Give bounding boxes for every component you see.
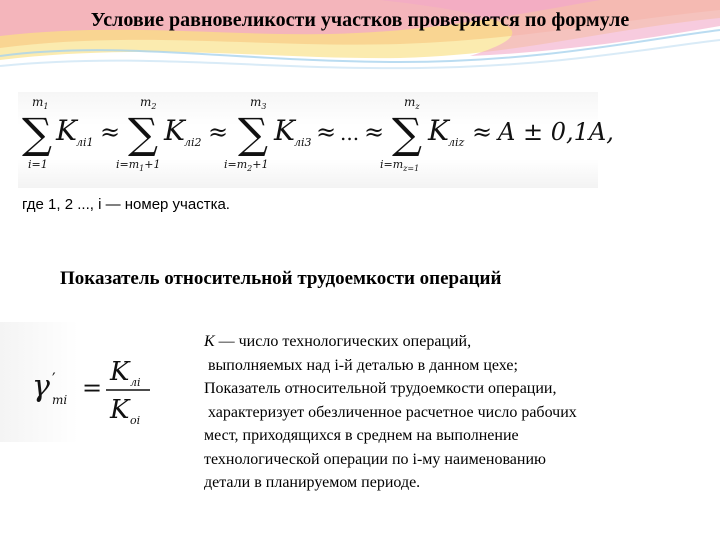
svg-text:лi1: лi1: [76, 136, 94, 149]
desc-line-7: детали в планируемом периоде.: [204, 474, 421, 491]
slide-title: Условие равновеликости участков проверяется по формуле: [90, 9, 630, 31]
svg-text:′: ′: [52, 369, 56, 388]
desc-line-1: К — число технологических операций,: [204, 333, 472, 350]
svg-text:m3: $m_3$: [250, 95, 267, 111]
sigma-3: ∑: [238, 109, 268, 158]
svg-text:K: K: [428, 114, 449, 147]
svg-text:i=m1+1: $i=m_1+1$: [116, 158, 161, 173]
svg-text:лi2: лi2: [184, 136, 202, 149]
equal-sections-formula: [18, 92, 614, 188]
gamma-symbol: γ: [32, 369, 50, 404]
sections-caption: где 1, 2 ..., i — номер участка.: [22, 196, 230, 213]
svg-text:m2: $m_2$: [140, 95, 157, 111]
svg-text:лi: лi: [130, 376, 141, 389]
svg-text:≈: ≈: [100, 118, 121, 146]
desc-line-2: выполняемых над i-й деталью в данном цехе;: [204, 356, 518, 374]
svg-text:i=m2+1: $i=m_2+1$: [224, 158, 269, 173]
labor-intensity-formula: [0, 322, 196, 442]
svg-text:mz: $m_z$: [404, 95, 420, 111]
desc-line-6: технологической операции по i-му наименованию: [204, 450, 546, 468]
svg-text:i=1: i=1: [28, 158, 48, 171]
svg-text:K: K: [110, 357, 130, 387]
svg-text:K: K: [56, 114, 77, 147]
sum-2: [116, 95, 228, 173]
desc-line-4: характеризует обезличенное расчетное число рабочих: [204, 403, 577, 421]
desc-line-5: мест, приходящихся в среднем на выполнение: [204, 427, 519, 444]
desc-line-3: Показатель относительной трудоемкости операции,: [204, 380, 557, 397]
svg-text:oi: oi: [130, 414, 141, 427]
svg-text:≈: ≈: [208, 118, 229, 146]
sum-4: [380, 95, 614, 173]
formula-rhs: A ± 0,1A,: [498, 118, 614, 146]
svg-text:K: K: [164, 114, 185, 147]
sigma-1: ∑: [22, 109, 52, 158]
svg-text:...: ...: [340, 121, 360, 145]
section-heading: Показатель относительной трудоемкости операций: [60, 268, 502, 289]
svg-text:mi: mi: [52, 393, 68, 407]
svg-text:≈: ≈: [316, 118, 337, 146]
svg-text:K: K: [110, 395, 130, 425]
sigma-2: ∑: [128, 109, 158, 158]
sigma-4: ∑: [392, 109, 422, 158]
svg-text:лiz: лiz: [448, 136, 465, 149]
description-text: [204, 330, 704, 495]
svg-text:лi3: лi3: [294, 136, 312, 149]
sum-3: [224, 95, 384, 173]
svg-text:≈: ≈: [472, 118, 493, 146]
k-symbol: К: [204, 333, 215, 350]
svg-text:=: =: [82, 374, 103, 402]
sum-1: [22, 95, 120, 171]
svg-text:K: K: [274, 114, 295, 147]
svg-text:m1: $m_1$: [32, 95, 49, 111]
svg-text:i=mz=1: $i=m_{z=1}$: [380, 158, 420, 173]
svg-text:≈: ≈: [364, 118, 385, 146]
